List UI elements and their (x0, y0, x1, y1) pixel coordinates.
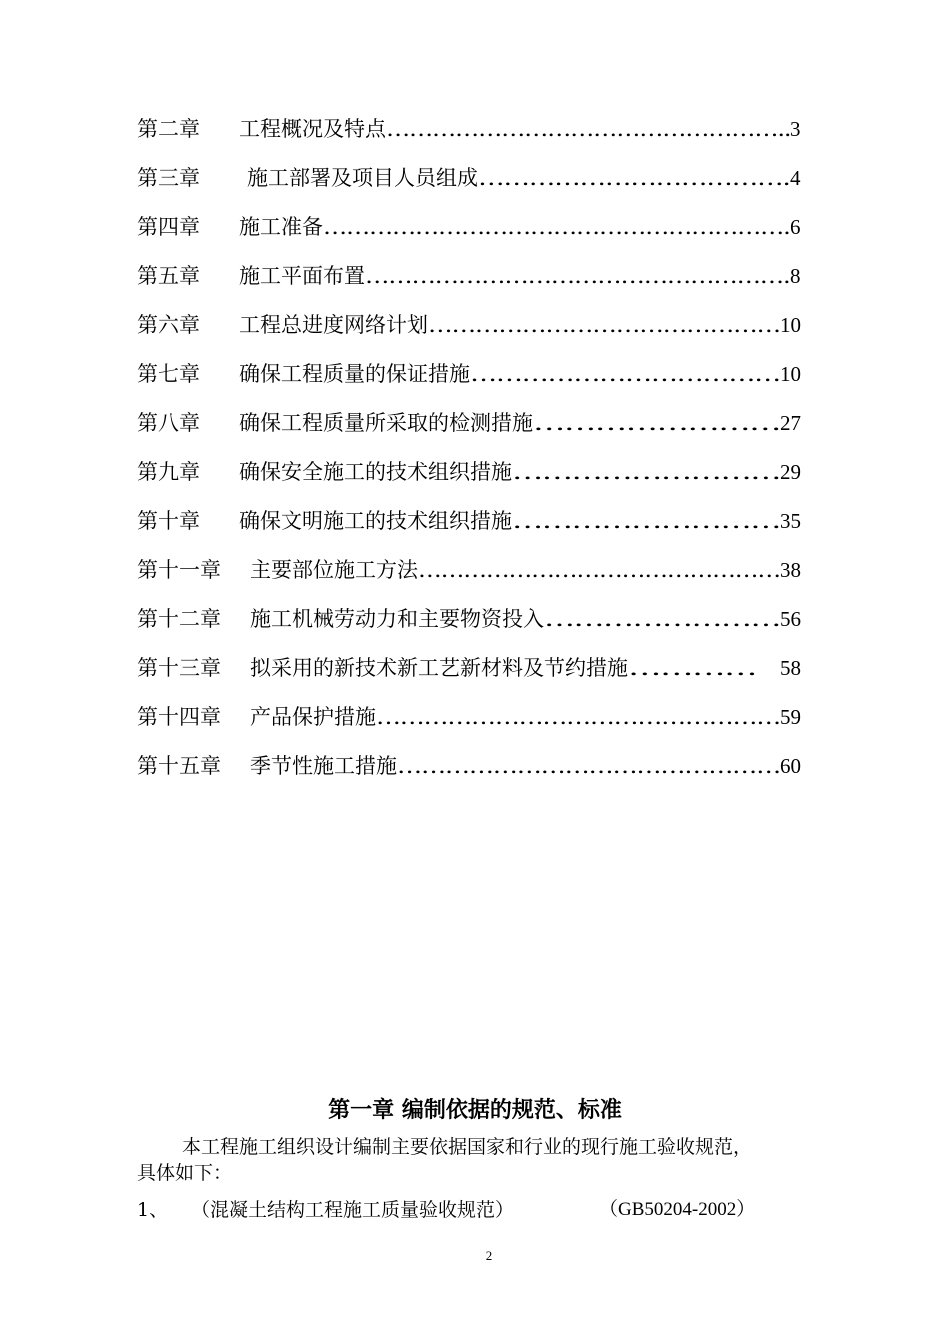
toc-page-number: 35 (780, 509, 801, 533)
toc-leader-dots: ……………………… (512, 460, 780, 484)
toc-chapter-title: 工程概况及特点 (239, 117, 386, 141)
item-number: 1、 (137, 1199, 169, 1221)
page-number: 2 (485, 1248, 493, 1263)
item-title: （混凝土结构工程施工质量验收规范） (191, 1199, 515, 1221)
toc-chapter-title: 季节性施工措施 (250, 754, 397, 778)
toc-page-number: 4 (790, 166, 801, 190)
toc-page-number: 58 (780, 656, 801, 680)
toc-chapter-number: 第十四章 (137, 705, 221, 729)
toc-chapter-title: 确保文明施工的技术组织措施 (239, 509, 512, 533)
toc-chapter-title: 确保安全施工的技术组织措施 (239, 460, 512, 484)
toc-leader-dots: ……………………………………………………. (323, 215, 790, 239)
toc-chapter-number: 第十一章 (137, 558, 221, 582)
toc-leader-dots: ………… (628, 656, 756, 680)
toc-page-number: 6 (790, 215, 801, 239)
toc-chapter-number: 第十三章 (137, 656, 221, 680)
toc-page-number: 60 (780, 754, 801, 778)
toc-chapter-number: 第三章 (137, 166, 200, 190)
toc-leader-dots: ……………………………… (470, 362, 780, 386)
toc-page-number: 56 (780, 607, 801, 631)
toc-leader-dots: ………………………………………… (397, 754, 780, 778)
toc-leader-dots: ……………………… (512, 509, 780, 533)
chapter-heading: 第一章 编制依据的规范、标准 (328, 1098, 622, 1123)
toc-leader-dots: ……………………………………… (428, 313, 780, 337)
toc-chapter-number: 第九章 (137, 460, 200, 484)
toc-page-number: 3 (790, 117, 801, 141)
toc-chapter-number: 第六章 (137, 313, 200, 337)
toc-chapter-number: 第五章 (137, 264, 200, 288)
item-code: （GB50204-2002） (599, 1199, 756, 1220)
toc-chapter-number: 第二章 (137, 117, 200, 141)
toc-chapter-number: 第十章 (137, 509, 200, 533)
toc-chapter-title: 产品保护措施 (250, 705, 376, 729)
toc-page-number: 27 (780, 411, 801, 435)
toc-chapter-title: 工程总进度网络计划 (239, 313, 428, 337)
toc-page-number: 8 (790, 264, 801, 288)
toc-chapter-number: 第四章 (137, 215, 200, 239)
toc-chapter-number: 第八章 (137, 411, 200, 435)
intro-paragraph-line-1: 本工程施工组织设计编制主要依据国家和行业的现行施工验收规范， (182, 1136, 753, 1158)
toc-leader-dots: ………………………………………… (418, 558, 780, 582)
toc-chapter-title: 拟采用的新技术新工艺新材料及节约措施 (250, 656, 628, 680)
toc-chapter-title: 施工平面布置 (239, 264, 365, 288)
toc-page-number: 10 (780, 313, 801, 337)
toc-leader-dots: ………………………………………………. (365, 264, 790, 288)
toc-chapter-title: 施工准备 (239, 215, 323, 239)
toc-page-number: 38 (780, 558, 801, 582)
toc-chapter-title: 施工部署及项目人员组成 (247, 166, 478, 190)
toc-leader-dots: …………………………………………….. (386, 117, 791, 141)
toc-chapter-title: 施工机械劳动力和主要物资投入 (250, 607, 544, 631)
toc-page-number: 59 (780, 705, 801, 729)
toc-page-number: 29 (780, 460, 801, 484)
toc-page-number: 10 (780, 362, 801, 386)
toc-chapter-number: 第十二章 (137, 607, 221, 631)
toc-leader-dots: …………………………………………… (376, 705, 780, 729)
toc-chapter-number: 第七章 (137, 362, 200, 386)
toc-leader-dots: …………………… (533, 411, 780, 435)
toc-leader-dots: ………………………………. (478, 166, 790, 190)
toc-leader-dots: …………………… (544, 607, 780, 631)
intro-paragraph-line-2: 具体如下： (137, 1162, 233, 1184)
toc-chapter-title: 主要部位施工方法 (250, 558, 418, 582)
toc-chapter-title: 确保工程质量所采取的检测措施 (239, 411, 533, 435)
toc-chapter-number: 第十五章 (137, 754, 221, 778)
toc-chapter-title: 确保工程质量的保证措施 (239, 362, 470, 386)
